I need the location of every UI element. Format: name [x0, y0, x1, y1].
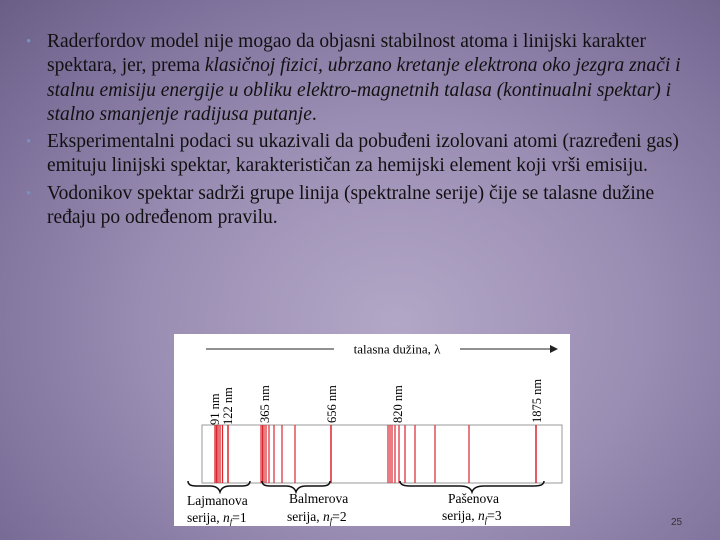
balmer-series-name: Balmerova — [289, 491, 349, 506]
bullet-icon: • — [26, 134, 32, 151]
arrow-head-icon — [550, 345, 558, 353]
label-656-nm: 656 nm — [325, 385, 339, 423]
lyman-series-level: serija, $n_f=1$ — [187, 510, 247, 526]
spectrum-strip — [202, 425, 562, 483]
balmer-series-level: serija, $n_f=2$ — [287, 509, 347, 526]
bullet-text: Eksperimentalni podaci su ukazivali da pobuđeni izolovani atomi (razređeni gas) emituju linijski spektar, karakterističan za hemijski element koji vrši emisiju. — [47, 131, 679, 177]
paschen-series-name: Pašenova — [448, 491, 499, 506]
label-91-nm: 91 nm — [208, 393, 222, 425]
bullet-item — [26, 30, 706, 127]
label-122-nm: 122 nm — [221, 387, 235, 425]
bullet-item — [26, 182, 706, 231]
lyman-series-name: Lajmanova — [187, 493, 248, 508]
bullet-text: Vodonikov spektar sadrži grupe linija (spektralne serije) čije se talasne dužine ređaju po određenom pravilu. — [47, 182, 655, 229]
bullet-icon: • — [26, 185, 32, 202]
axis-label: talasna dužina, λ — [353, 341, 441, 357]
bullet-icon: • — [26, 34, 32, 50]
bullet-list — [26, 30, 706, 230]
label-1875-nm: 1875 nm — [530, 378, 544, 423]
bullet-item — [26, 130, 706, 179]
page-number: 25 — [671, 517, 683, 528]
paschen-series-level: serija, $n_f=3$ — [442, 508, 502, 525]
label-820-nm: 820 nm — [391, 385, 405, 423]
label-365-nm: 365 nm — [258, 385, 272, 423]
spectrum-svg — [174, 334, 570, 526]
hydrogen-spectrum-figure — [174, 334, 570, 526]
bullet-text: Raderfordov model nije mogao da objasni stabilnost atoma i linijski karakter spektara, jer, prema klasičnoj fizici, ubrzano kretanje elektrona oko jezgra znači i stalnu emisiju energije u obliku elektro-magnetnih talasa (kontinualni spektar) i stalno smanjenje radijusa putanje. — [47, 31, 681, 125]
